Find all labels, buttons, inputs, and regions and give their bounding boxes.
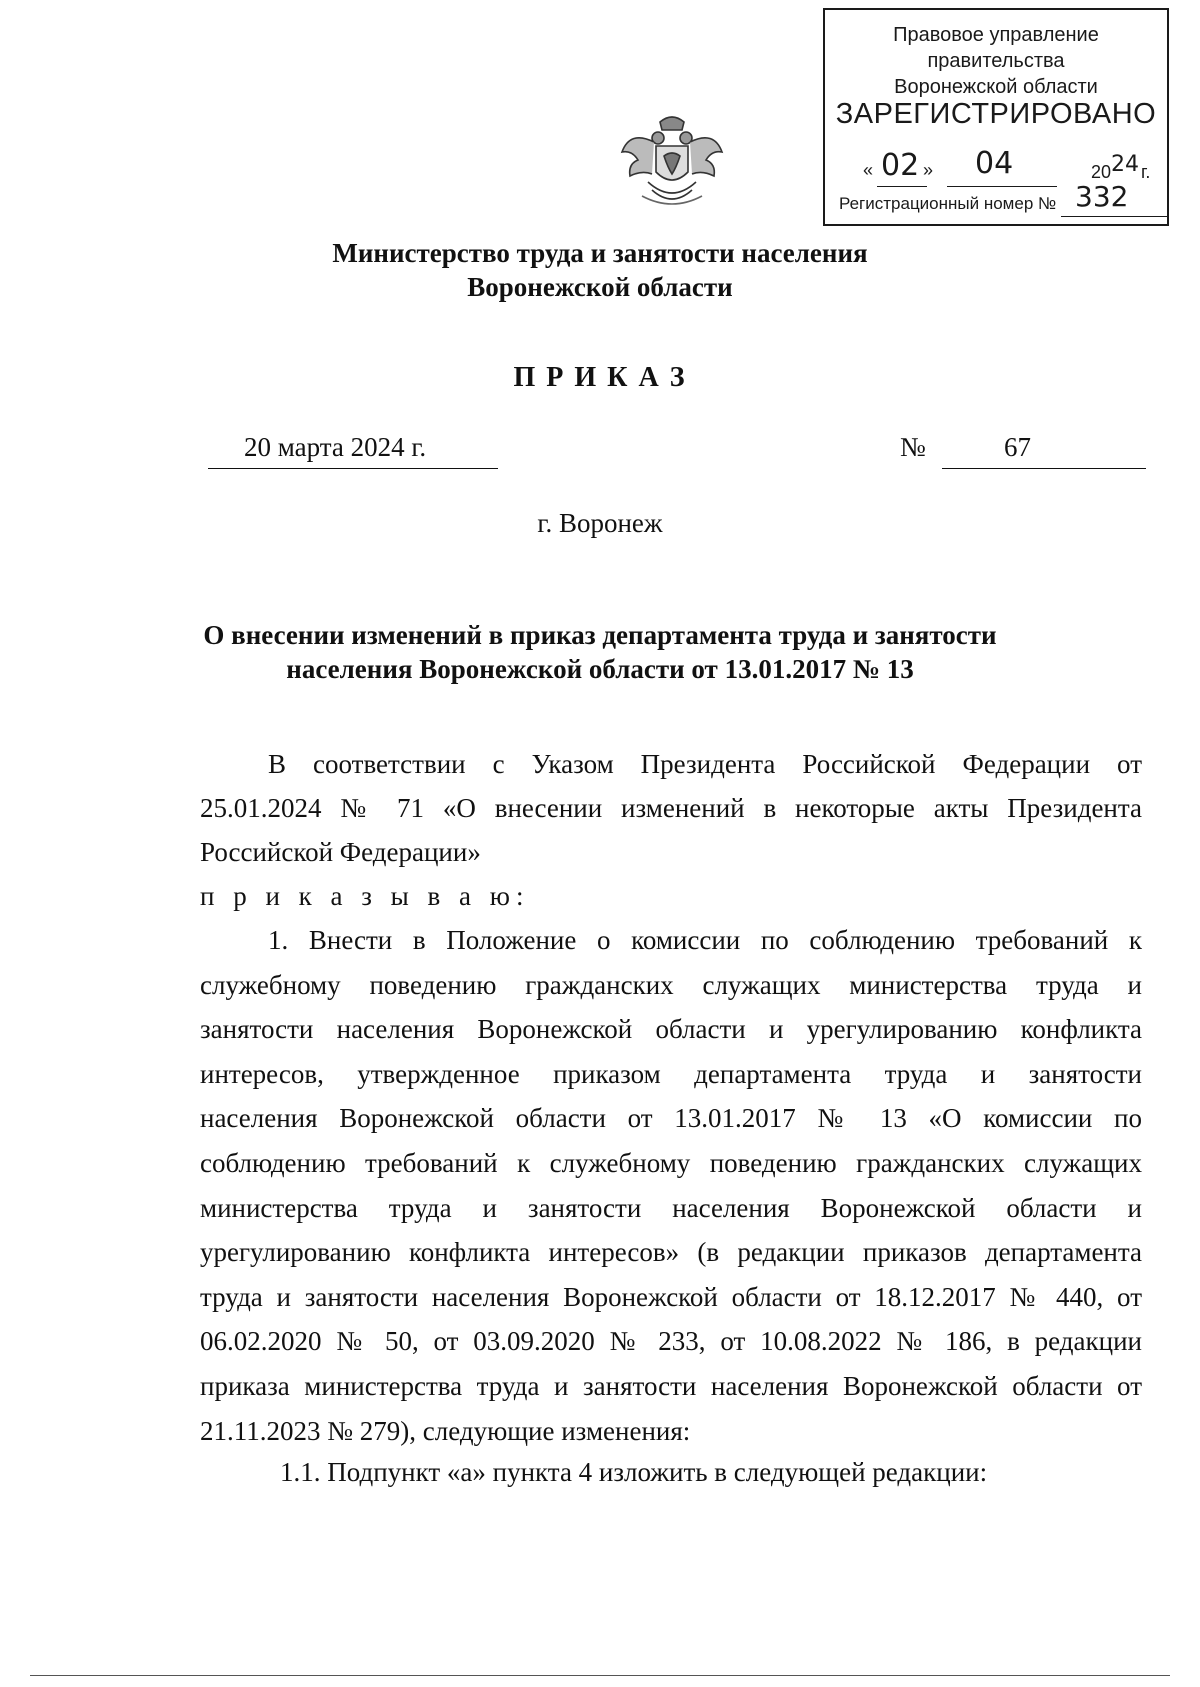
order-word: п р и к а з ы в а ю:	[200, 881, 530, 911]
stamp-org-line1: Правовое управление правительства	[893, 24, 1099, 72]
item-1-line: 1. Внести в Положение о комиссии по соблюдению требований к	[268, 925, 1142, 955]
title-line2: населения Воронежской области от 13.01.2017 № 13	[286, 654, 914, 684]
order-number: 67	[1004, 432, 1031, 462]
item-1-1-line: 1.1. Подпункт «а» пункта 4 изложить в следующей редакции:	[280, 1457, 988, 1487]
stamp-org-line2: Воронежской области	[894, 76, 1098, 98]
order-number-label: №	[900, 432, 926, 462]
preamble-line: В соответствии с Указом Президента Российской Федерации от	[268, 749, 1142, 779]
stamp-reg-value: 332	[1075, 180, 1129, 213]
stamp-month: 04	[975, 146, 1014, 181]
preamble-line: 25.01.2024 № 71 «О внесении изменений в некоторые акты Президента	[200, 793, 1142, 823]
title-line1: О внесении изменений в приказ департамента труда и занятости	[203, 620, 997, 650]
item-1-line: соблюдению требований к служебному поведению гражданских служащих	[200, 1147, 1142, 1178]
item-1-line: министерства труда и занятости населения Воронежской области и	[200, 1192, 1142, 1223]
registration-stamp	[823, 8, 1169, 226]
stamp-status: ЗАРЕГИСТРИРОВАНО	[835, 98, 1157, 130]
preamble-line: Российской Федерации»	[200, 837, 481, 867]
item-1-line: занятости населения Воронежской области и урегулированию конфликта	[200, 1014, 1142, 1045]
ministry-line2: Воронежской области	[467, 272, 733, 302]
item-1-line: служебному поведению гражданских служащих министерства труда и	[200, 969, 1142, 1000]
ministry-line1: Министерство труда и занятости населения	[332, 238, 868, 268]
item-1-line: населения Воронежской области от 13.01.2017 № 13 «О комиссии по	[200, 1103, 1142, 1134]
item-1-line: интересов, утвержденное приказом департамента труда и занятости	[200, 1058, 1142, 1089]
stamp-reg-number	[839, 180, 1159, 214]
item-1-line: 06.02.2020 № 50, от 03.09.2020 № 233, от 10.08.2022 № 186, в редакции	[200, 1326, 1142, 1357]
document-type: П Р И К А З	[513, 362, 687, 393]
preamble-paragraph	[200, 742, 1142, 918]
item-1-1-paragraph	[200, 1450, 1142, 1494]
ministry-name	[0, 236, 1200, 304]
stamp-organization	[825, 22, 1167, 100]
order-date: 20 марта 2024 г.	[244, 432, 427, 462]
stamp-year-suffix: 24	[1111, 152, 1139, 177]
item-1-line: труда и занятости населения Воронежской области от 18.12.2017 № 440, от	[200, 1281, 1142, 1312]
order-title	[0, 618, 1200, 686]
coat-of-arms-icon	[612, 112, 732, 212]
stamp-close-quote: »	[923, 160, 934, 180]
item-1-line: 21.11.2023 № 279), следующие изменения:	[200, 1415, 691, 1446]
page-bottom-rule	[30, 1675, 1170, 1676]
stamp-day: 02	[881, 148, 920, 183]
stamp-year-prefix: 20	[1091, 162, 1112, 182]
item-1-line: приказа министерства труда и занятости населения Воронежской области от	[200, 1370, 1142, 1401]
item-1-line: урегулированию конфликта интересов» (в редакции приказов департамента	[200, 1237, 1142, 1268]
stamp-open-quote: «	[863, 160, 874, 180]
stamp-year-unit: г.	[1141, 162, 1151, 182]
order-city: г. Воронеж	[537, 508, 663, 538]
item-1-paragraph	[200, 918, 1142, 1453]
stamp-reg-label: Регистрационный номер №	[839, 194, 1057, 213]
